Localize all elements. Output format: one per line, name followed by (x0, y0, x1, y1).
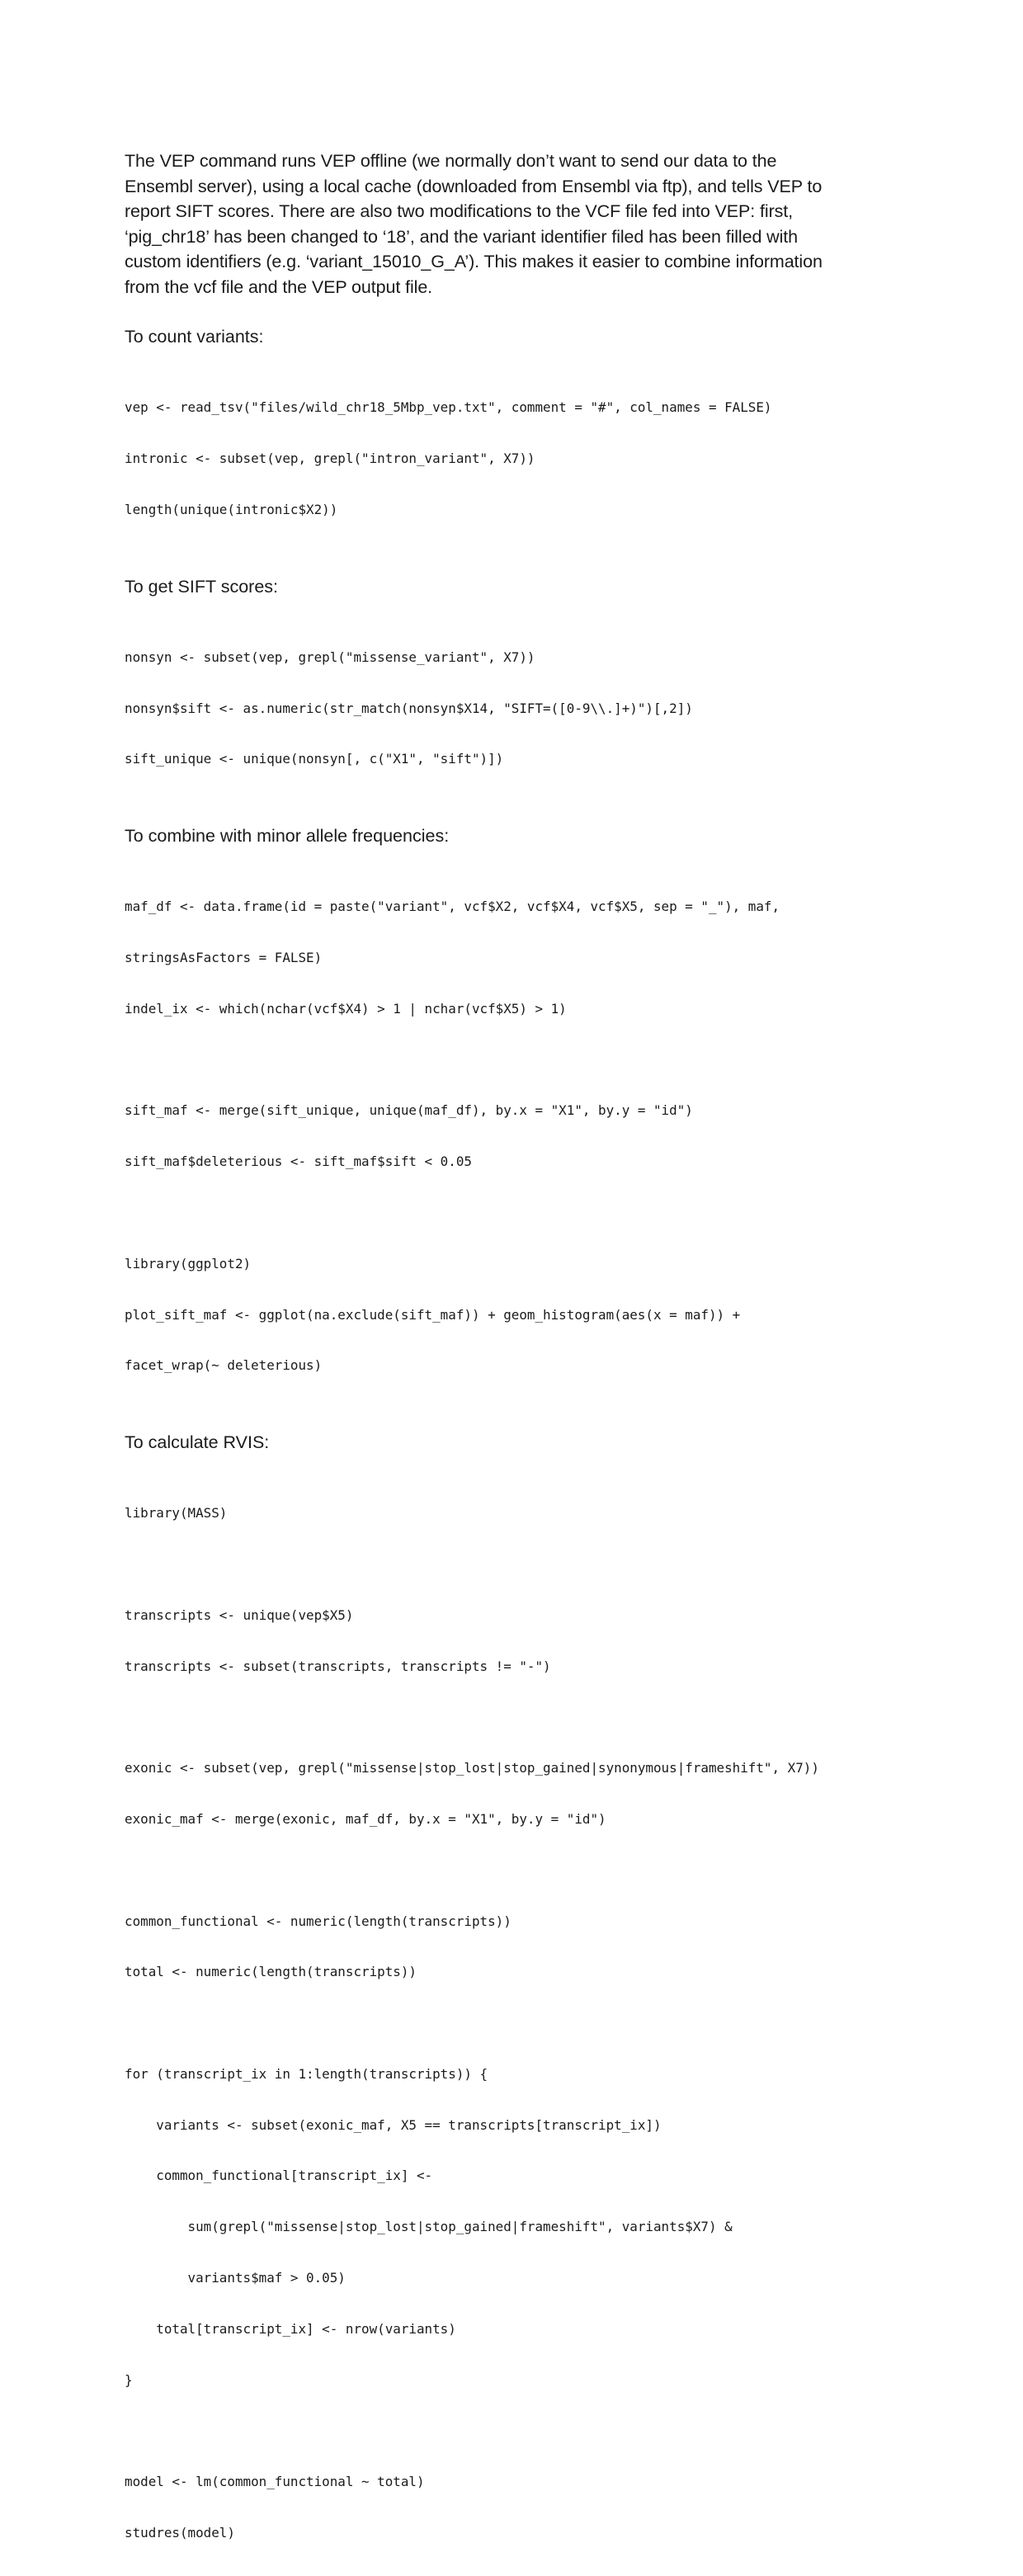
code-block-count-variants (125, 366, 917, 553)
code-line: total <- numeric(length(transcripts)) (125, 1964, 417, 1980)
document-body (125, 149, 917, 2576)
intro-line: The VEP command runs VEP offline (we normally don’t want to send our data to the (125, 151, 777, 171)
code-block-rvis (125, 1471, 917, 2576)
code-line: transcripts <- unique(vep$X5) (125, 1606, 354, 1623)
code-line: common_functional <- numeric(length(transcripts)) (125, 1913, 512, 1929)
code-line: length(unique(intronic$X2)) (125, 501, 338, 517)
code-line (125, 1052, 917, 1069)
section-heading-minor-allele-frequencies: To combine with minor allele frequencies: (125, 826, 450, 847)
code-line: nonsyn <- subset(vep, grepl("missense_variant", X7)) (125, 649, 535, 665)
code-line (125, 2015, 917, 2032)
code-line: sift_unique <- unique(nonsyn[, c("X1", "sift")]) (125, 751, 504, 767)
code-line: for (transcript_ix in 1:length(transcripts)) { (125, 2065, 488, 2082)
code-line: facet_wrap(~ deleterious) (125, 1357, 323, 1374)
code-line: sift_maf$deleterious <- sift_maf$sift < 0.05 (125, 1154, 472, 1170)
code-line: transcripts <- subset(transcripts, transcripts != "-") (125, 1658, 551, 1674)
code-line: maf_df <- data.frame(id = paste("variant", vcf$X2, vcf$X4, vcf$X5, sep = "_"), maf, (125, 899, 780, 915)
intro-line: Ensembl server), using a local cache (downloaded from Ensembl via ftp), and tells VEP to (125, 176, 823, 196)
code-line (125, 1556, 917, 1573)
code-line: studres(model) (125, 2524, 235, 2541)
code-line (125, 1205, 917, 1222)
code-line: library(ggplot2) (125, 1255, 252, 1271)
intro-paragraph (125, 149, 917, 300)
intro-line: ‘pig_chr18’ has been changed to ‘18’, and the variant identifier filed has been filled with (125, 226, 799, 247)
code-line: intronic <- subset(vep, grepl("intron_variant", X7)) (125, 450, 535, 466)
code-line (125, 2423, 917, 2440)
code-line: } (125, 2371, 133, 2388)
section-heading-rvis: To calculate RVIS: (125, 1432, 270, 1453)
code-line (125, 1862, 917, 1880)
intro-line: from the vcf file and the VEP output file. (125, 276, 433, 297)
code-line: exonic <- subset(vep, grepl("missense|stop_lost|stop_gained|synonymous|frameshift", X7)) (125, 1760, 819, 1776)
code-line: library(MASS) (125, 1505, 228, 1522)
code-block-minor-allele-frequencies (125, 865, 917, 1408)
section-heading-sift-scores: To get SIFT scores: (125, 576, 279, 597)
intro-line: custom identifiers (e.g. ‘variant_15010_G_A’). This makes it easier to combine information (125, 252, 823, 271)
code-line: exonic_maf <- merge(exonic, maf_df, by.x = "X1", by.y = "id") (125, 1810, 606, 1827)
code-line: vep <- read_tsv("files/wild_chr18_5Mbp_vep.txt", comment = "#", col_names = FALSE) (125, 399, 772, 416)
code-line: sift_maf <- merge(sift_unique, unique(maf_df), by.x = "X1", by.y = "id") (125, 1102, 693, 1119)
intro-line: report SIFT scores. There are also two modifications to the VCF file fed into VEP: first, (125, 201, 794, 221)
code-line: indel_ix <- which(nchar(vcf$X4) > 1 | nchar(vcf$X5) > 1) (125, 1000, 567, 1017)
code-line: model <- lm(common_functional ~ total) (125, 2474, 425, 2490)
section-heading-count-variants: To count variants: (125, 327, 264, 347)
code-line: common_functional[transcript_ix] <- (125, 2168, 433, 2184)
code-block-sift-scores (125, 616, 917, 803)
code-line: variants$maf > 0.05) (125, 2269, 346, 2286)
code-line: plot_sift_maf <- ggplot(na.exclude(sift_maf)) + geom_histogram(aes(x = maf)) + (125, 1306, 741, 1323)
code-line (125, 1709, 917, 1726)
code-line: total[transcript_ix] <- nrow(variants) (125, 2320, 456, 2337)
code-line: stringsAsFactors = FALSE) (125, 950, 323, 966)
code-line: nonsyn$sift <- as.numeric(str_match(nonsyn$X14, "SIFT=([0-9\\.]+)")[,2]) (125, 700, 693, 716)
code-line: variants <- subset(exonic_maf, X5 == transcripts[transcript_ix]) (125, 2116, 662, 2133)
code-line: sum(grepl("missense|stop_lost|stop_gained|frameshift", variants$X7) & (125, 2219, 733, 2235)
